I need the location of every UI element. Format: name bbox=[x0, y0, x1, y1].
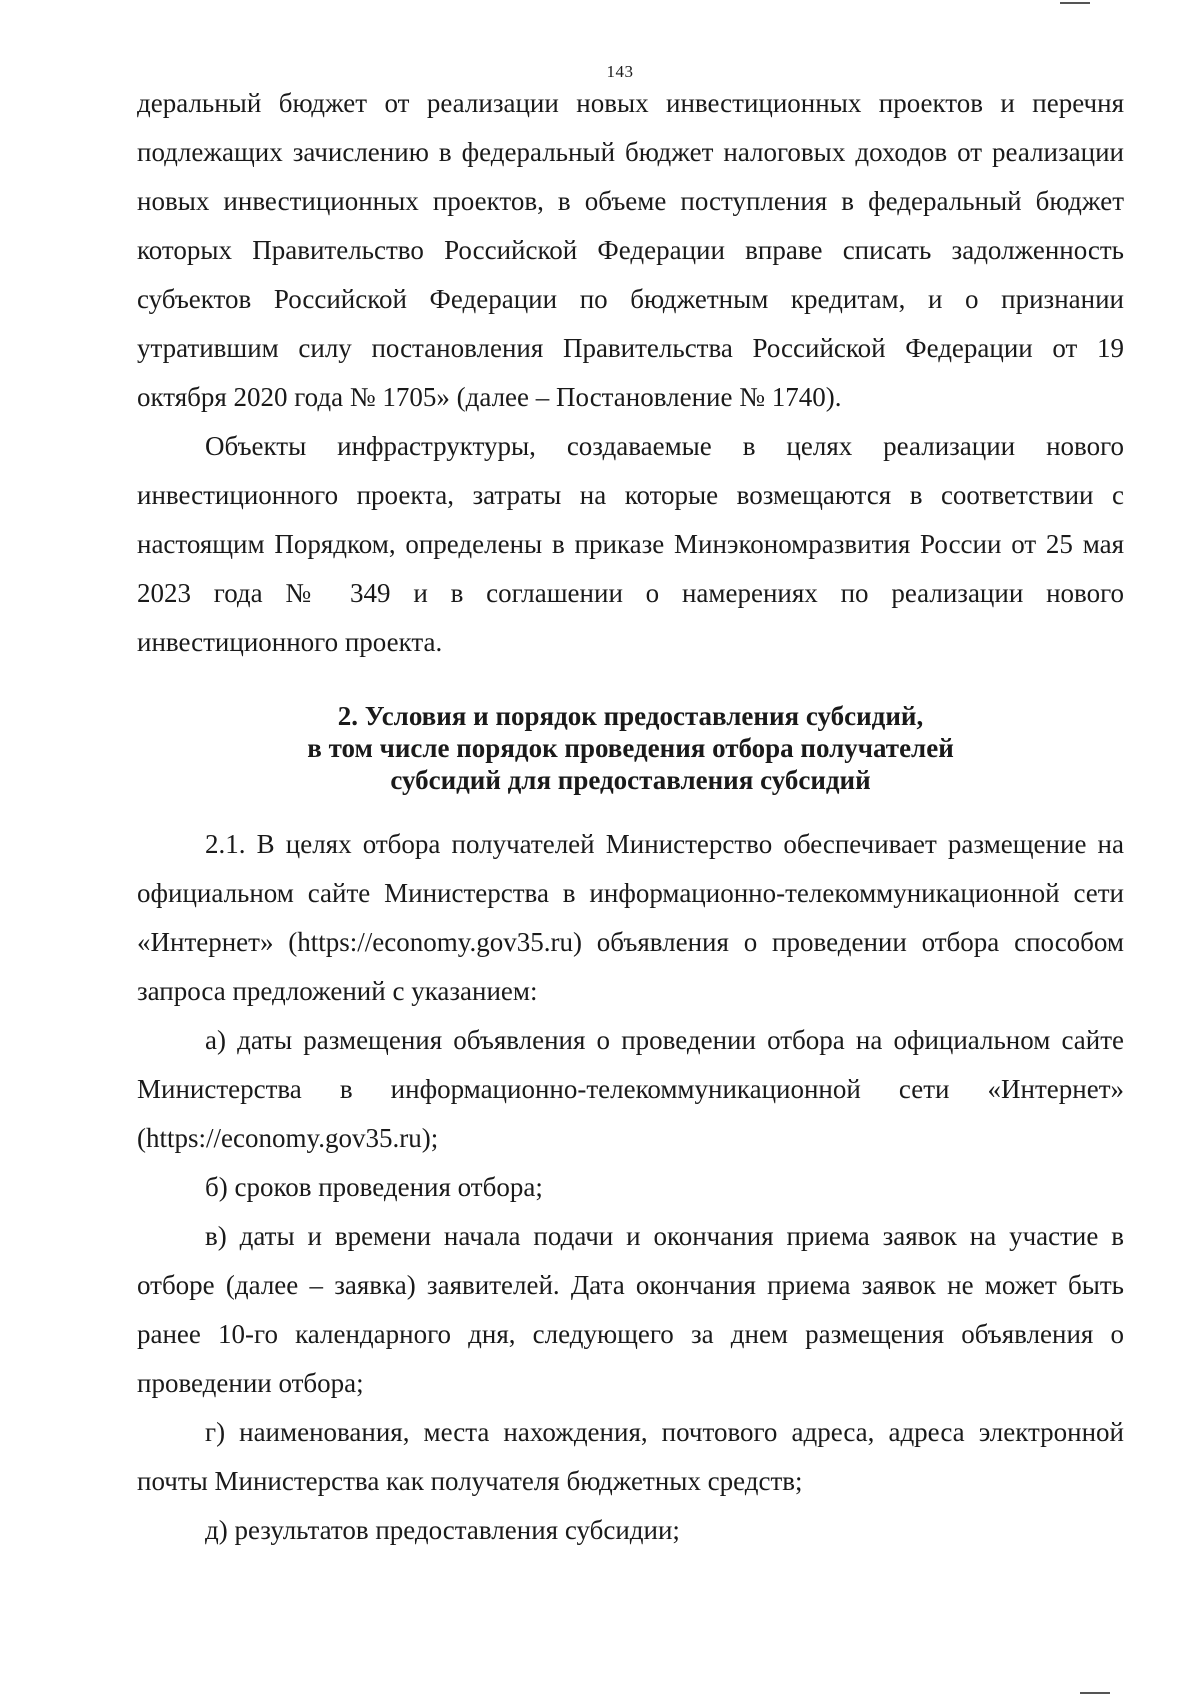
list-item-b: б) сроков проведения отбора; bbox=[205, 1172, 543, 1202]
infrastructure-paragraph: Объекты инфраструктуры, создаваемые в целях реализации нового инвестиционного проекта, затраты на которые возмещаются в соответствии с настоящим Порядком, определены в приказе Минэкономразвития России от 25 мая 2023 года № 349 и в соглашении о намерениях по реализации нового инвестиционного проекта. bbox=[137, 431, 1124, 657]
list-item-v: в) даты и времени начала подачи и окончания приема заявок на участие в отборе (далее – заявка) заявителей. Дата окончания приема заявок не может быть ранее 10-го календарного дня, следующего за днем размещения объявления о проведении отбора; bbox=[137, 1221, 1124, 1398]
section-heading-line-3: субсидий для предоставления субсидий bbox=[390, 765, 871, 795]
scan-artifact-bottom bbox=[1080, 1692, 1110, 1694]
section-heading bbox=[137, 700, 1124, 796]
continued-paragraph-block bbox=[137, 79, 1124, 422]
continued-paragraph: деральный бюджет от реализации новых инвестиционных проектов и перечня подлежащих зачислению в федеральный бюджет налоговых доходов от реализации новых инвестиционных проектов, в объеме поступления в федеральный бюджет которых Правительство Российской Федерации вправе списать задолженность субъектов Российской Федерации по бюджетным кредитам, и о признании утратившим силу постановления Правительства Российской Федерации от 19 октября 2020 года № 1705» (далее – Постановление № 1740). bbox=[137, 88, 1124, 412]
list-item-g: г) наименования, места нахождения, почтового адреса, адреса электронной почты Министерства как получателя бюджетных средств; bbox=[137, 1417, 1124, 1496]
scan-artifact-top bbox=[1060, 2, 1090, 4]
page-number: 143 bbox=[606, 62, 634, 81]
section-heading-line-1: 2. Условия и порядок предоставления субсидий, bbox=[337, 701, 924, 731]
list-item-a: а) даты размещения объявления о проведении отбора на официальном сайте Министерства в информационно-телекоммуникационной сети «Интернет» (https://economy.gov35.ru); bbox=[137, 1025, 1124, 1153]
section-heading-line-2: в том числе порядок проведения отбора получателей bbox=[307, 733, 954, 763]
paragraph-2-1: 2.1. В целях отбора получателей Министерство обеспечивает размещение на официальном сайте Министерства в информационно-телекоммуникационной сети «Интернет» (https://economy.gov35.ru) объявления о проведении отбора способом запроса предложений с указанием: bbox=[137, 829, 1124, 1006]
section-body bbox=[137, 820, 1124, 1555]
list-item-d: д) результатов предоставления субсидии; bbox=[205, 1515, 680, 1545]
infrastructure-paragraph-block bbox=[137, 422, 1124, 667]
